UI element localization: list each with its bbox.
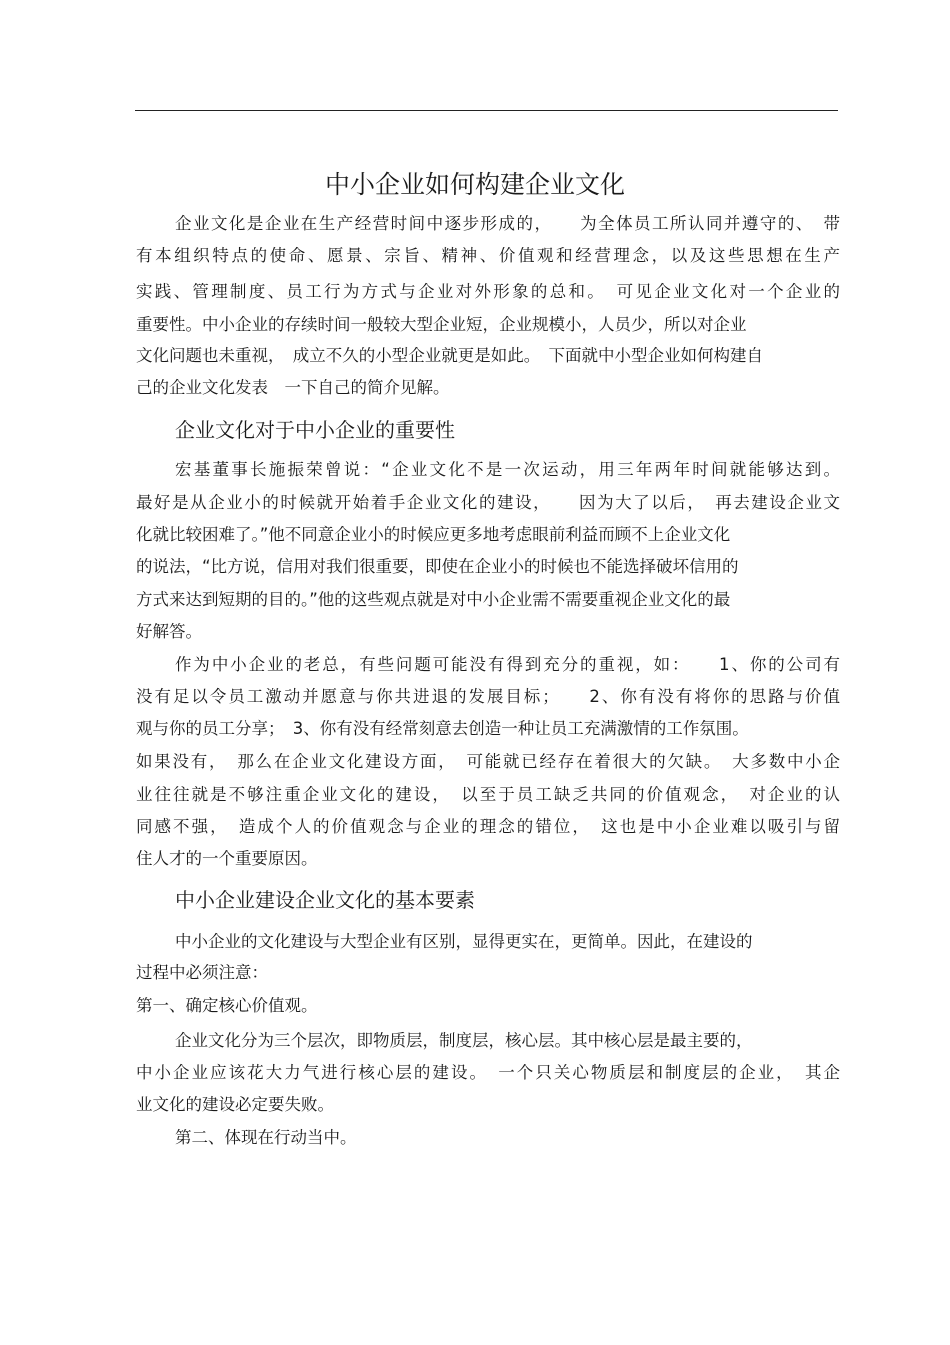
paragraph-line: 业文化的建设必定要失败。: [136, 1095, 334, 1114]
paragraph-line: 同感不强， 造成个人的价值观念与企业的理念的错位， 这也是中小企业难以吸引与留: [136, 817, 840, 836]
paragraph-line: 宏基董事长施振荣曾说：“企业文化不是一次运动，用三年两年时间就能够达到。: [175, 460, 840, 479]
paragraph-line: 企业文化分为三个层次，即物质层，制度层，核心层。其中核心层是最主要的，: [175, 1031, 753, 1050]
document-title: 中小企业如何构建企业文化: [324, 170, 625, 199]
paragraph-line: 方式来达到短期的目的。”他的这些观点就是对中小企业需不需要重视企业文化的最: [136, 590, 731, 609]
paragraph-line: 中小企业的文化建设与大型企业有区别，显得更实在，更简单。因此，在建设的: [175, 932, 753, 951]
paragraph-line: 过程中必须注意：: [136, 963, 268, 982]
paragraph-line: 实践、管理制度、员工行为方式与企业对外形象的总和。 可见企业文化对一个企业的: [136, 282, 840, 301]
paragraph-line: 己的企业文化发表 一下自己的简介见解。: [136, 378, 450, 397]
paragraph-line: 好解答。: [136, 622, 202, 641]
paragraph-line: 住人才的一个重要原因。: [136, 849, 318, 868]
paragraph-line: 化就比较困难了。”他不同意企业小的时候应更多地考虑眼前利益而顾不上企业文化: [136, 525, 731, 544]
paragraph-line: 中小企业应该花大力气进行核心层的建设。 一个只关心物质层和制度层的企业， 其企: [136, 1063, 840, 1082]
header-rule: [135, 110, 838, 111]
paragraph-line: 重要性。中小企业的存续时间一般较大型企业短，企业规模小，人员少，所以对企业: [136, 315, 747, 334]
paragraph-line: 有本组织特点的使命、愿景、宗旨、精神、价值观和经营理念，以及这些思想在生产: [136, 246, 840, 265]
paragraph-line: 企业文化是企业在生产经营时间中逐步形成的， 为全体员工所认同并遵守的、 带: [175, 214, 840, 233]
section-heading: 企业文化对于中小企业的重要性: [175, 418, 455, 442]
paragraph-line: 文化问题也未重视， 成立不久的小型企业就更是如此。 下面就中小型企业如何构建自: [136, 346, 763, 365]
paragraph-line: 业往往就是不够注重企业文化的建设， 以至于员工缺乏共同的价值观念， 对企业的认: [136, 785, 840, 804]
paragraph-line: 第一、确定核心价值观。: [136, 996, 318, 1015]
paragraph-line: 最好是从企业小的时候就开始着手企业文化的建设， 因为大了以后， 再去建设企业文: [136, 493, 840, 512]
section-heading: 中小企业建设企业文化的基本要素: [175, 888, 475, 912]
paragraph-line: 观与你的员工分享； 3、你有没有经常刻意去创造一种让员工充满激情的工作氛围。: [136, 719, 749, 738]
paragraph-line: 没有足以令员工激动并愿意与你共进退的发展目标； 2、你有没有将你的思路与价值: [136, 687, 840, 706]
paragraph-line: 第二、体现在行动当中。: [175, 1128, 357, 1147]
paragraph-line: 作为中小企业的老总，有些问题可能没有得到充分的重视，如： 1、你的公司有: [175, 655, 840, 674]
paragraph-line: 如果没有， 那么在企业文化建设方面， 可能就已经存在着很大的欠缺。 大多数中小企: [136, 752, 840, 771]
paragraph-line: 的说法，“比方说，信用对我们很重要，即使在企业小的时候也不能选择破坏信用的: [136, 557, 739, 576]
